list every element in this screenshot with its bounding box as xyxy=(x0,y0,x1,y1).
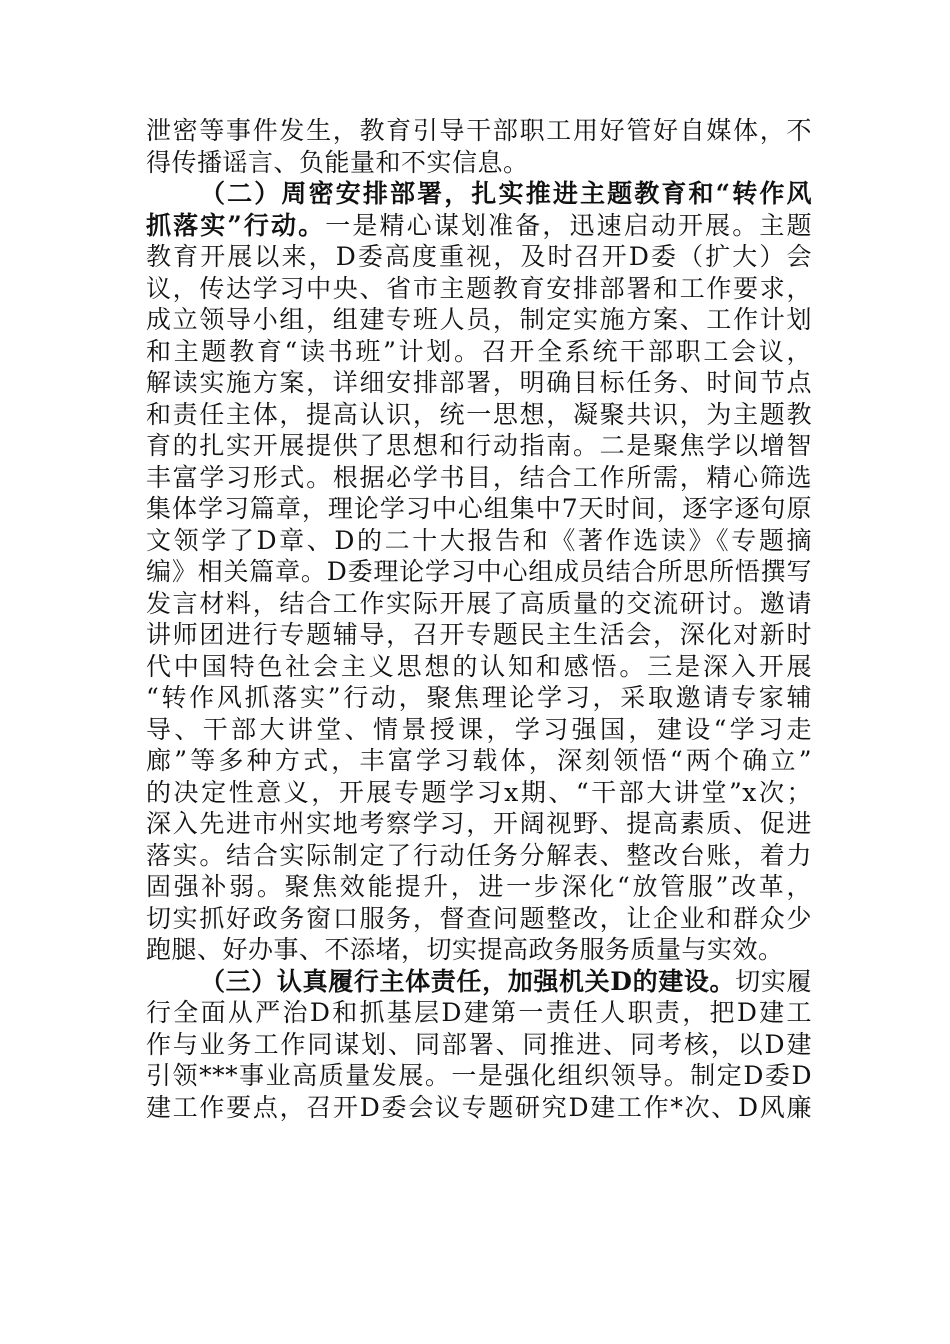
text-segment: 作与业务工作同谋划、同部署、同推进、同考核，以D建 xyxy=(146,1029,812,1059)
text-line xyxy=(146,525,812,557)
text-segment: 集体学习篇章，理论学习中心组集中7天时间，逐字逐句原 xyxy=(146,494,812,523)
text-line xyxy=(146,210,812,242)
text-segment: 落实。结合实际制定了行动任务分解表、整改台账，着力 xyxy=(146,840,812,870)
bold-text-segment: （二）周密安排部署，扎实推进主题教育和“转作风 xyxy=(200,179,812,208)
text-segment: 成立领导小组，组建专班人员，制定实施方案、工作计划 xyxy=(146,305,812,334)
text-line xyxy=(146,745,812,777)
text-line xyxy=(146,1092,812,1124)
text-line xyxy=(146,966,812,998)
text-segment: 固强补弱。聚焦效能提升，进一步深化“放管服”改革， xyxy=(146,872,812,901)
text-line xyxy=(146,304,812,336)
text-segment: 教育开展以来，D委高度重视，及时召开D委（扩大）会 xyxy=(146,242,812,271)
text-line xyxy=(146,147,812,179)
text-line xyxy=(146,336,812,368)
text-line xyxy=(146,556,812,588)
text-segment: 切实抓好政务窗口服务，督查问题整改，让企业和群众少 xyxy=(146,903,812,933)
text-segment: 丰富学习形式。根据必学书目，结合工作所需，精心筛选 xyxy=(146,462,812,492)
text-line xyxy=(146,273,812,305)
text-line xyxy=(146,115,812,147)
text-segment: 跑腿、好办事、不添堵，切实提高政务服务质量与实效。 xyxy=(146,935,784,964)
text-line xyxy=(146,1060,812,1092)
text-line xyxy=(146,430,812,462)
text-segment: 发言材料，结合工作实际开展了高质量的交流研讨。邀请 xyxy=(146,588,812,618)
text-segment: 引领***事业高质量发展。一是强化组织领导。制定D委D xyxy=(146,1061,812,1090)
text-segment: 解读实施方案，详细安排部署，明确目标任务、时间节点 xyxy=(146,368,812,397)
text-line xyxy=(146,682,812,714)
text-segment: 讲师团进行专题辅导，召开专题民主生活会，深化对新时 xyxy=(146,620,812,649)
text-segment: 和责任主体，提高认识，统一思想，凝聚共识，为主题教 xyxy=(146,399,812,429)
text-line xyxy=(146,871,812,903)
bold-text-segment: 抓落实”行动。 xyxy=(146,210,326,240)
text-segment: 廊”等多种方式，丰富学习载体，深刻领悟“两个确立” xyxy=(146,746,812,775)
text-segment: 议，传达学习中央、省市主题教育安排部署和工作要求， xyxy=(146,273,812,303)
text-segment: 一是精心谋划准备，迅速启动开展。主题 xyxy=(325,210,812,240)
text-line xyxy=(146,619,812,651)
text-segment: 深入先进市州实地考察学习，开阔视野、提高素质、促进 xyxy=(146,809,812,838)
text-line xyxy=(146,808,812,840)
text-line xyxy=(146,714,812,746)
text-segment: 代中国特色社会主义思想的认知和感悟。三是深入开展 xyxy=(146,651,812,681)
text-line xyxy=(146,367,812,399)
text-segment: 导、干部大讲堂、情景授课，学习强国，建设“学习走 xyxy=(146,714,812,744)
text-line xyxy=(146,903,812,935)
text-segment: 编》相关篇章。D委理论学习中心组成员结合所思所悟撰写 xyxy=(146,557,812,586)
text-line xyxy=(146,493,812,525)
text-line xyxy=(146,777,812,809)
text-line xyxy=(146,588,812,620)
text-segment: 文领学了D章、D的二十大报告和《著作选读》《专题摘 xyxy=(146,525,812,555)
text-line xyxy=(146,840,812,872)
text-line xyxy=(146,178,812,210)
text-line xyxy=(146,1029,812,1061)
text-segment: 育的扎实开展提供了思想和行动指南。二是聚焦学以增智 xyxy=(146,431,812,460)
text-line xyxy=(146,934,812,966)
text-line xyxy=(146,462,812,494)
text-segment: 行全面从严治D和抓基层D建第一责任人职责，把D建工 xyxy=(146,998,812,1027)
text-segment: 建工作要点，召开D委会议专题研究D建工作*次、D风廉 xyxy=(146,1092,812,1122)
text-line xyxy=(146,241,812,273)
body-text xyxy=(146,115,812,1123)
text-segment: “转作风抓落实”行动，聚焦理论学习，采取邀请专家辅 xyxy=(146,683,812,712)
text-segment: 切实履 xyxy=(735,966,812,996)
text-line xyxy=(146,399,812,431)
text-segment: 泄密等事件发生，教育引导干部职工用好管好自媒体，不 xyxy=(146,116,812,145)
text-line xyxy=(146,651,812,683)
text-segment: 得传播谣言、负能量和不实信息。 xyxy=(146,147,529,177)
bold-text-segment: （三）认真履行主体责任，加强机关D的建设。 xyxy=(200,966,736,996)
text-line xyxy=(146,997,812,1029)
text-segment: 和主题教育“读书班”计划。召开全系统干部职工会议， xyxy=(146,336,812,366)
text-segment: 的决定性意义，开展专题学习x期、“干部大讲堂”x次； xyxy=(146,777,812,807)
